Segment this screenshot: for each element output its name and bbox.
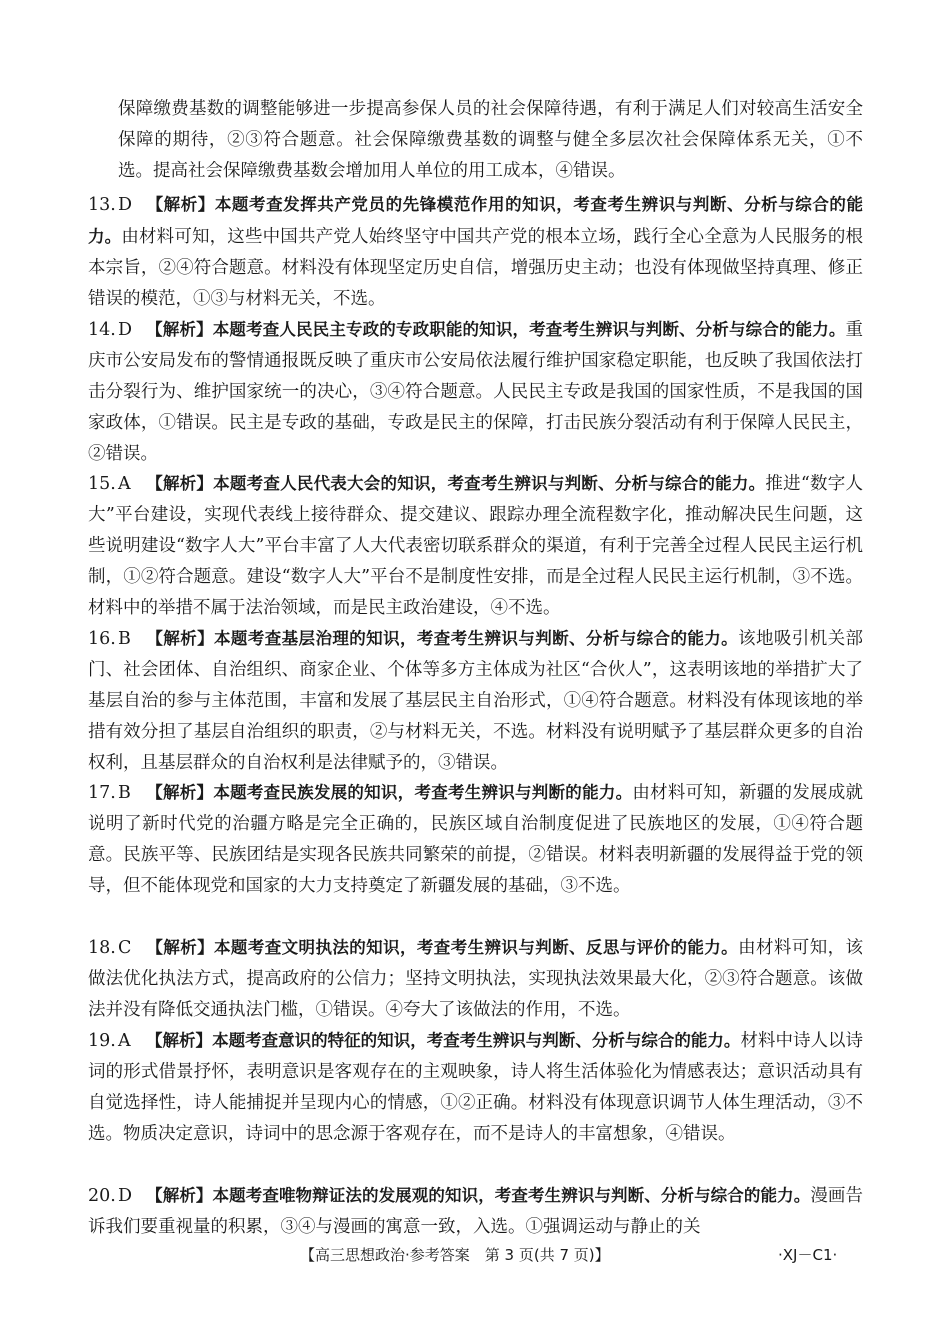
answer-letter: D [118,195,133,215]
question-19 [88,1025,863,1150]
analysis-tag: 【解析】 [146,1031,213,1050]
question-number: 16. [88,629,116,649]
analysis-text: 材料中诗人以诗词的形式借景抒怀，表明意识是客观存在的主观映象，诗人将生活体验化为情感表达；意识活动具有自觉选择性，诗人能捕捉并呈现内心的情感，①②正确。材料没有体现意识调节人体生理活动，③不选。物质决定意识，诗词中的思念源于客观存在，而不是诗人的丰富想象，④错误。 [88,1031,864,1144]
analysis-text: 该地吸引机关部门、社会团体、自治组织、商家企业、个体等多方主体成为社区“合伙人”，这表明该地的举措扩大了基层自治的参与主体范围，丰富和发展了基层民主自治形式，①④符合题意。材料没有体现该地的举措有效分担了基层自治组织的职责，②与材料无关，不选。材料没有说明赋予了基层群众更多的自治权利，且基层群众的自治权利是法律赋予的，③错误。 [88,629,864,773]
analysis-text: 重庆市公安局发布的警情通报既反映了重庆市公安局依法履行维护国家稳定职能，也反映了我国依法打击分裂行为、维护国家统一的决心，③④符合题意。人民民主专政是我国的国家性质，不是我国的国家政体，①错误。民主是专政的基础，专政是民主的保障，打击民族分裂活动有利于保障人民民主，②错误。 [88,320,864,464]
analysis-tag: 【解析】 [146,320,213,339]
analysis-tag: 【解析】 [146,474,214,493]
analysis-summary: 本题考查民族发展的知识，考查考生辨识与判断的能力。 [213,783,633,802]
question-15 [88,468,863,624]
analysis-summary: 本题考查基层治理的知识，考查考生辨识与判断、分析与综合的能力。 [214,629,739,648]
analysis-tag: 【解析】 [146,783,214,802]
question-number: 17. [88,783,116,803]
question-number: 20. [88,1186,116,1206]
analysis-summary: 本题考查人民代表大会的知识，考查考生辨识与判断、分析与综合的能力。 [213,474,766,493]
analysis-text: 漫画告诉我们要重视量的积累，③④与漫画的寓意一致，入选。①强调运动与静止的关 [88,1186,864,1237]
continuation-paragraph: 保障缴费基数的调整能够进一步提高参保人员的社会保障待遇，有利于满足人们对较高生活安全保障的期待，②③符合题意。社会保障缴费基数的调整与健全多层次社会保障体系无关，①不选。提高社会保障缴费基数会增加用人单位的用工成本，④错误。 [118,99,863,181]
question-20 [88,1180,863,1243]
answer-letter: A [118,474,131,494]
question-13 [88,189,863,315]
analysis-text: 推进“数字人大”平台建设，实现代表线上接待群众、提交建议、跟踪办理全流程数字化，推动解决民生问题，这些说明建设“数字人大”平台丰富了人大代表密切联系群众的渠道，有利于完善全过程人民民主运行机制，①②符合题意。建设“数字人大”平台不是制度性安排，而是全过程人民民主运行机制，③不选。材料中的举措不属于法治领域，而是民主政治建设，④不选。 [88,474,864,618]
question-number: 15. [88,474,116,494]
analysis-tag: 【解析】 [146,1186,213,1205]
analysis-summary: 本题考查意识的特征的知识，考查考生辨识与判断、分析与综合的能力。 [212,1031,741,1050]
answer-letter: A [118,1031,131,1051]
question-number: 19. [88,1031,116,1051]
question-18 [88,932,863,1026]
analysis-tag: 【解析】 [146,629,215,648]
page-footer [0,1244,950,1272]
analysis-summary: 本题考查人民民主专政的专政职能的知识，考查考生辨识与判断、分析与综合的能力。 [212,320,846,339]
footer-code: ·XJ－C1· [778,1246,838,1264]
analysis-summary: 本题考查唯物辩证法的发展观的知识，考查考生辨识与判断、分析与综合的能力。 [212,1186,811,1205]
answer-letter: B [118,783,131,803]
analysis-summary: 本题考查发挥共产党员的先锋模范作用的知识，考查考生辨识与判断、分析与综合的能力。 [88,195,864,246]
analysis-text: 由材料可知，新疆的发展成就说明了新时代党的治疆方略是完全正确的，民族区域自治制度促进了民族地区的发展，①④符合题意。民族平等、民族团结是实现各民族共同繁荣的前提，②错误。材料表明新疆的发展得益于党的领导，但不能体现党和国家的大力支持奠定了新疆发展的基础，③不选。 [88,783,864,896]
footer-title: 【高三思想政治·参考答案 第 3 页(共 7 页)】 [300,1246,610,1264]
question-number: 14. [88,320,116,340]
analysis-tag: 【解析】 [146,938,215,957]
answer-letter: C [118,938,132,958]
question-number: 18. [88,938,116,958]
answer-letter: B [118,629,131,649]
analysis-text: 由材料可知，这些中国共产党人始终坚守中国共产党的根本立场，践行全心全意为人民服务的根本宗旨，②④符合题意。材料没有体现坚定历史自信，增强历史主动；也没有体现做坚持真理、修正错误的模范，①③与材料无关，不选。 [88,227,863,309]
question-17 [88,777,863,902]
answer-letter: D [118,1186,133,1206]
question-16 [88,623,863,779]
question-number: 13. [88,195,116,215]
analysis-text: 由材料可知，该做法优化执法方式，提高政府的公信力；坚持文明执法，实现执法效果最大化，②③符合题意。该做法并没有降低交通执法门槛，①错误。④夸大了该做法的作用，不选。 [88,938,864,1020]
answer-letter: D [118,320,133,340]
question-14 [88,314,863,470]
analysis-summary: 本题考查文明执法的知识，考查考生辨识与判断、反思与评价的能力。 [214,938,739,957]
analysis-tag: 【解析】 [146,195,215,214]
